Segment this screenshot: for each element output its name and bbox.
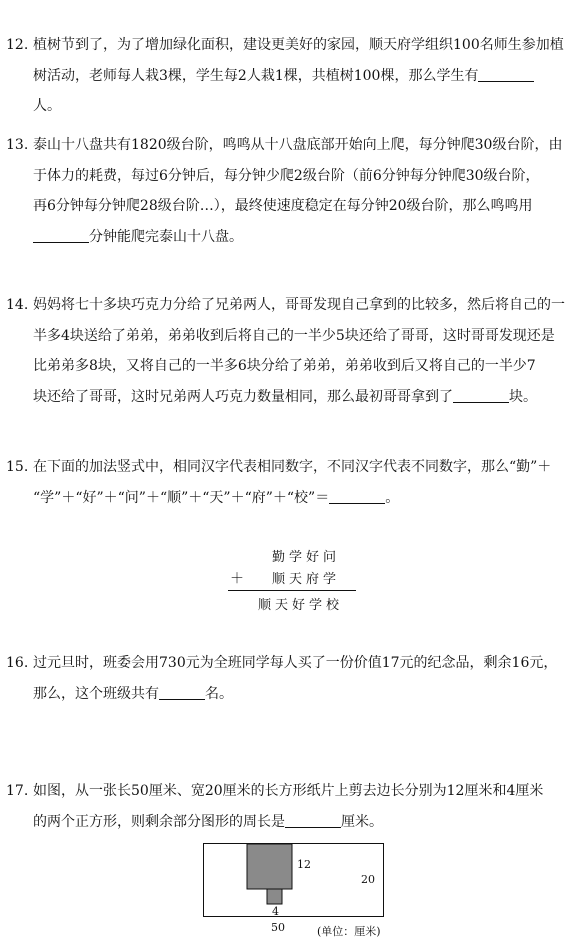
- label-20: 20: [361, 873, 375, 886]
- vertical-addition: [222, 544, 362, 612]
- addend-2: 顺天府学: [272, 572, 341, 587]
- sum-line: [228, 590, 356, 591]
- question-number: 17.: [6, 783, 29, 799]
- question-text: 如图，从一张长50厘米、宽20厘米的长方形纸片上剪去边长分别为12厘米和4厘米 的两个正方形，则剩余部分图形的周长是 厘米。: [33, 783, 544, 830]
- outer-rectangle: [204, 844, 384, 917]
- unit-label: (单位：厘米): [317, 925, 381, 938]
- label-4: 4: [272, 905, 279, 918]
- question-number: 13.: [6, 137, 29, 153]
- question-number: 12.: [6, 37, 29, 53]
- question-number: 16.: [6, 655, 29, 671]
- question-text: 植树节到了，为了增加绿化面积，建设更美好的家园，顺天府学组织100名师生参加植 树活动，老师每人栽3棵，学生每2人栽1棵，共植树100棵，那么学生有 人。: [33, 37, 564, 114]
- sum-result: 顺天好学校: [258, 598, 344, 613]
- rectangle-figure: [203, 840, 393, 940]
- answer-blank[interactable]: [285, 811, 341, 828]
- label-50: 50: [271, 921, 285, 934]
- label-12: 12: [297, 858, 311, 871]
- small-square-cutout: [267, 889, 282, 904]
- question-number: 15.: [6, 459, 29, 475]
- question-text: 妈妈将七十多块巧克力分给了兄弟两人，哥哥发现自己拿到的比较多，然后将自己的一 半多4块送给了弟弟，弟弟收到后将自己的一半少5块还给了哥哥，这时哥哥发现还是 比弟弟多8块，又将自己的一半多6块分给了弟弟，弟弟收到后又将自己的一半少7 块还给了哥哥，这时兄弟两人巧克力数量相同，那么最初哥哥拿到了 块。: [33, 297, 565, 405]
- question-number: 14.: [6, 297, 29, 313]
- answer-blank[interactable]: [159, 683, 205, 700]
- answer-blank[interactable]: [478, 65, 534, 82]
- answer-blank[interactable]: [33, 226, 89, 243]
- question-text: 泰山十八盘共有1820级台阶，鸣鸣从十八盘底部开始向上爬，每分钟爬30级台阶，由 于体力的耗费，每过6分钟后，每分钟少爬2级台阶（前6分钟每分钟爬30级台阶， 再6分钟每分钟爬28级台阶…），最终使速度稳定在每分钟20级台阶，那么鸣鸣用 分钟能爬完泰山十八盘。: [33, 137, 563, 245]
- answer-blank[interactable]: [329, 487, 385, 504]
- large-square-cutout: [247, 844, 292, 889]
- addend-1: 勤学好问: [272, 550, 341, 565]
- question-text: 在下面的加法竖式中，相同汉字代表相同数字，不同汉字代表不同数字，那么“勤”＋ “学”＋“好”＋“问”＋“顺”＋“天”＋“府”＋“校”＝ 。: [33, 459, 552, 506]
- answer-blank[interactable]: [453, 386, 509, 403]
- plus-sign: ＋: [230, 571, 244, 587]
- question-text: 过元旦时，班委会用730元为全班同学每人买了一份价值17元的纪念品，剩余16元， 那么，这个班级共有 名。: [33, 655, 558, 702]
